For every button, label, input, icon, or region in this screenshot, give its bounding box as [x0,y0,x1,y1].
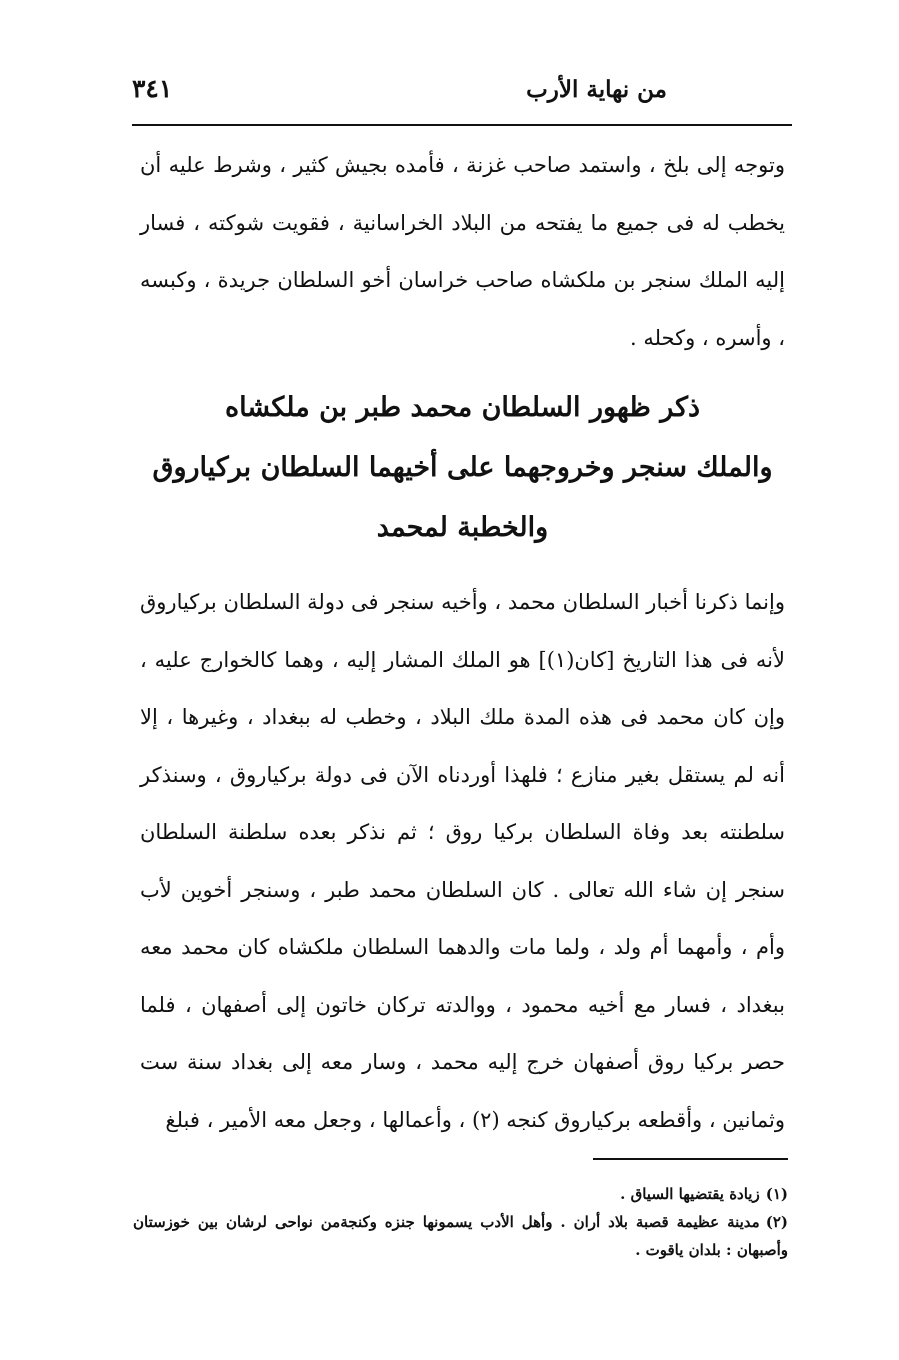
footnote-marker: (٢) [765,1213,788,1231]
page-number: ٣٤١ [132,74,173,103]
heading-line-1: ذكر ظهور السلطان محمد طبر بن ملكشاه [224,392,701,423]
top-paragraph: وتوجه إلى بلخ ، واستمد صاحب غزنة ، فأمده بجيش كثير ، وشرط عليه أن يخطب له فى جميع ما يفتحه من البلاد الخراسانية ، فقويت شوكته ، فسار إليه الملك سنجر بن ملكشاه صاحب خراسان أخو السلطان جريدة ، وكبسه ، وأسره ، وكحله . [140,153,785,350]
header-rule [132,124,792,126]
footnote-marker: (١) [765,1185,788,1203]
running-title: من نهاية الأرب [526,76,667,103]
footnote-text: زيادة يقتضيها السياق . [620,1185,760,1203]
page-header [132,70,792,118]
footnote-1 [133,1180,788,1208]
heading-line-3: والخطبة لمحمد [376,512,549,543]
footnote-2 [133,1208,788,1264]
footnote-rule [593,1158,788,1160]
heading-line-2: والملك سنجر وخروجهما على أخيهما السلطان بركياروق [152,452,773,483]
section-heading [140,378,785,558]
footnote-text: مدينة عظيمة قصبة بلاد أران . وأهل الأدب يسمونها جنزه وكنجةمن نواحى لرشان بين خوزستان وأصبهان : بلدان ياقوت . [133,1213,788,1259]
main-paragraph: وإنما ذكرنا أخبار السلطان محمد ، وأخيه سنجر فى دولة السلطان بركياروق لأنه فى هذا التاريخ [كان(١)] هو الملك المشار إليه ، وهما كالخوارج عليه ، وإن كان محمد فى هذه المدة ملك البلاد ، وخطب له ببغداد ، وغيرها ، إلا أنه لم يستقل بغير منازع ؛ فلهذا أوردناه الآن فى دولة بركياروق ، وسنذكر سلطنته بعد وفاة السلطان بركيا روق ؛ ثم نذكر بعده سلطنة السلطان سنجر إن شاء الله تعالى . كان السلطان محمد طبر ، وسنجر أخوين لأب وأم ، وأمهما أم ولد ، ولما مات والدهما السلطان ملكشاه كان محمد معه ببغداد ، فسار مع أخيه محمود ، ووالدته تركان خاتون إلى أصفهان ، فلما حصر بركيا روق أصفهان خرج إليه محمد ، وسار معه إلى بغداد سنة ست وثمانين ، وأقطعه بركياروق كنجه (٢) ، وأعمالها ، وجعل معه الأمير ، فبلغ [140,590,785,1132]
footnotes [133,1180,788,1264]
